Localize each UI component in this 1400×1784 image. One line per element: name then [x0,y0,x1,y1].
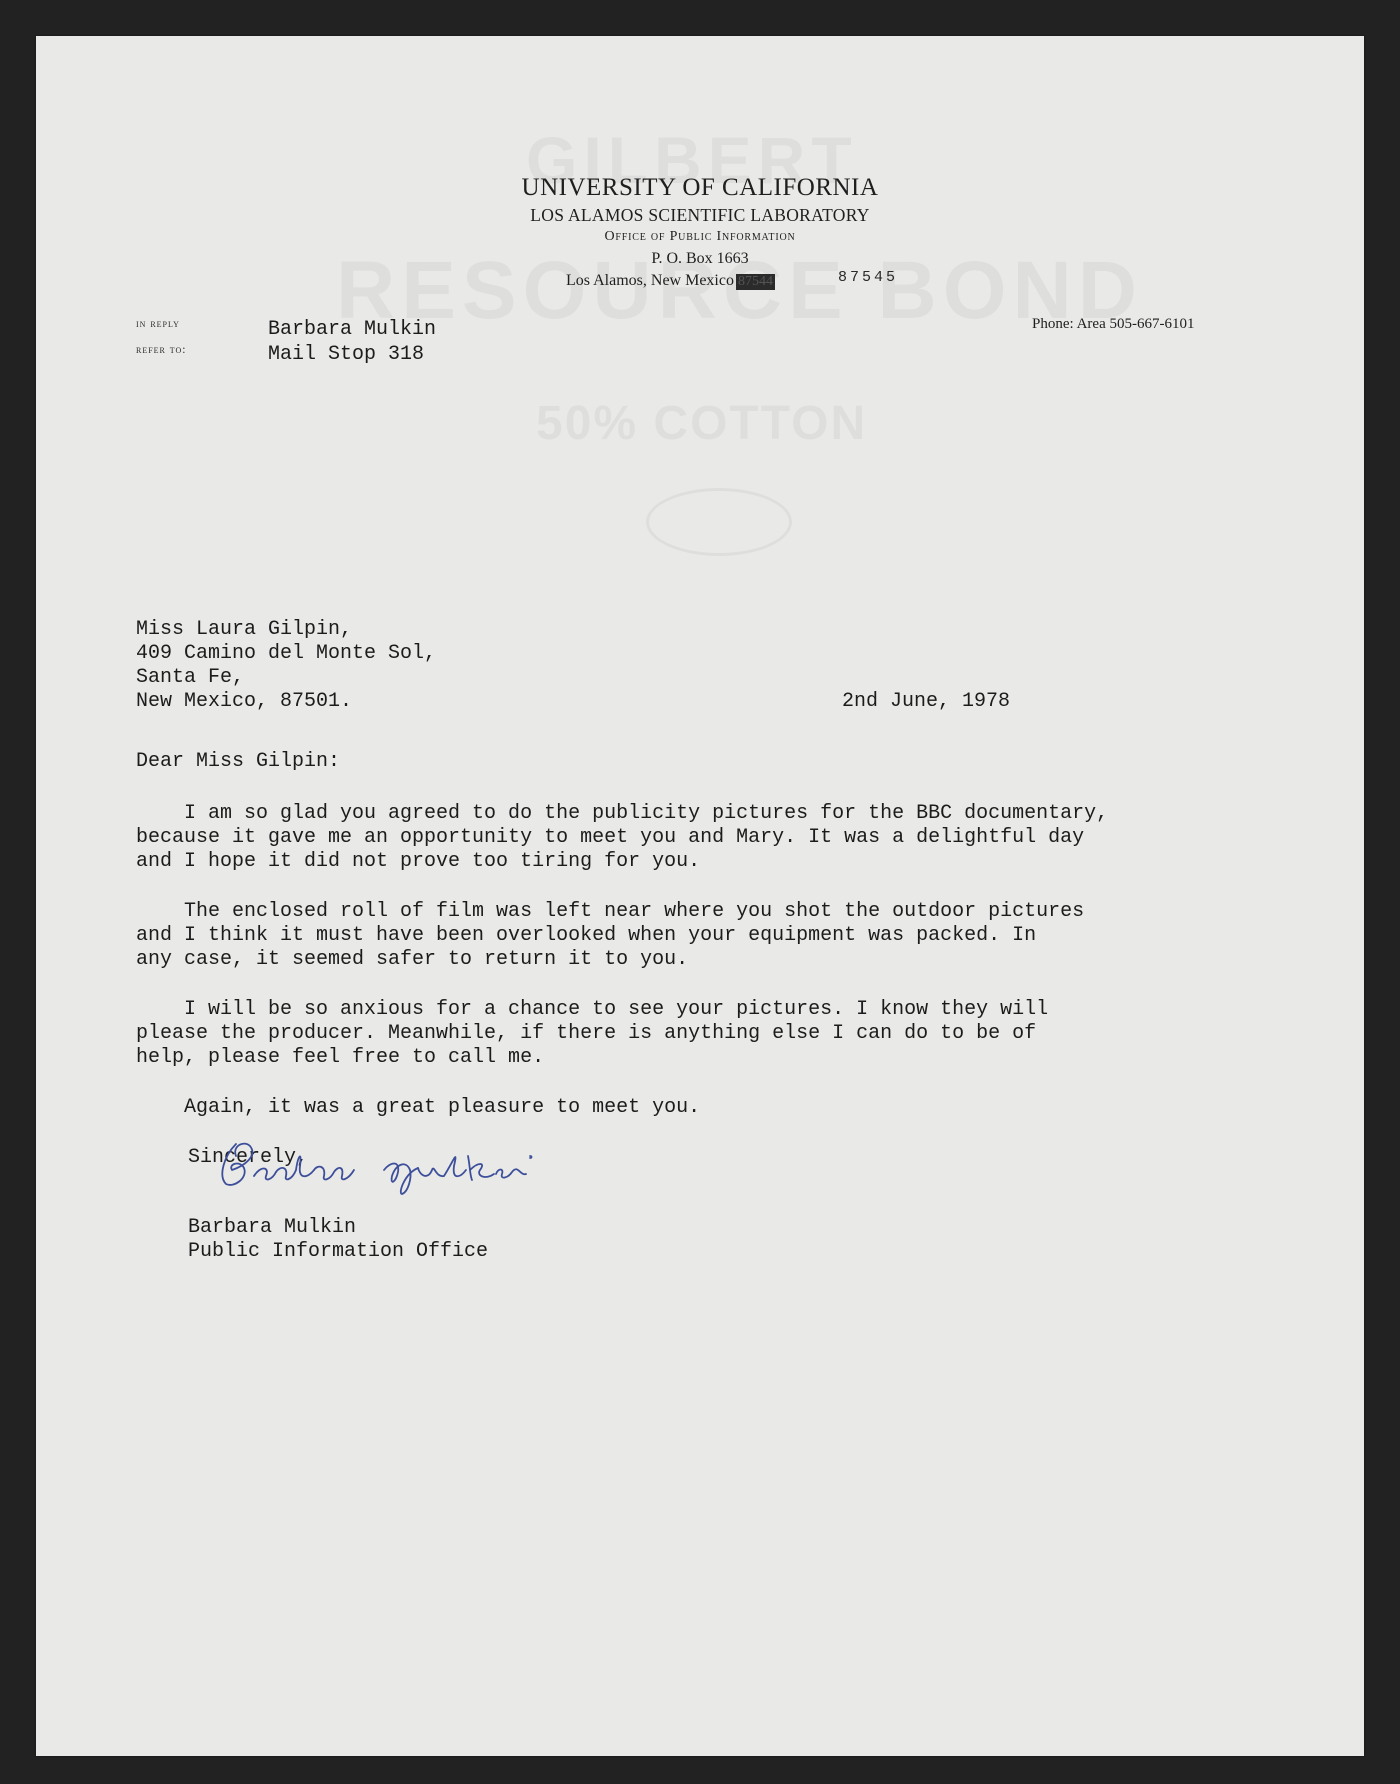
in-reply-label: in reply [136,318,180,330]
recipient-line-3: Santa Fe, [136,666,245,689]
reply-name: Barbara Mulkin [268,318,437,341]
salutation: Dear Miss Gilpin: [136,750,341,773]
corrected-zip-code: 87545 [838,269,899,286]
body-line: I am so glad you agreed to do the publicity pictures for the BBC documentary, [136,802,1109,825]
recipient-line-4: New Mexico, 87501. [136,690,353,713]
watermark-seal [646,488,792,556]
handwritten-signature [214,1126,634,1196]
body-line: Again, it was a great pleasure to meet you. [136,1096,701,1119]
body-line: and I hope it did not prove too tiring for you. [136,850,701,873]
recipient-line-2: 409 Camino del Monte Sol, [136,642,437,665]
letterhead-phone: Phone: Area 505-667-6101 [1032,316,1195,332]
signer-title: Public Information Office [188,1240,489,1263]
body-line: and I think it must have been overlooked when your equipment was packed. In [136,924,1037,947]
body-line: I will be so anxious for a chance to see your pictures. I know they will [136,998,1049,1021]
letter-date: 2nd June, 1978 [842,690,1011,713]
letter-page [36,36,1364,1756]
letterhead-po-box: P. O. Box 1663 [651,250,749,267]
signer-name: Barbara Mulkin [188,1216,357,1239]
reply-mail-stop: Mail Stop 318 [268,343,425,366]
city-text: Los Alamos, New Mexico [566,272,734,289]
letterhead-university: UNIVERSITY OF CALIFORNIA [521,174,879,201]
letterhead-laboratory: LOS ALAMOS SCIENTIFIC LABORATORY [530,205,870,225]
closing: Sincerely, [188,1146,309,1169]
body-line: any case, it seemed safer to return it to you. [136,948,689,971]
body-line: because it gave me an opportunity to meet you and Mary. It was a delightful day [136,826,1085,849]
struck-zip-code: 87544 [737,274,773,289]
letterhead-city [566,272,775,290]
letterhead-office: Office of Public Information [604,229,796,244]
body-line: help, please feel free to call me. [136,1046,545,1069]
watermark-line-3 [536,396,867,451]
recipient-line-1: Miss Laura Gilpin, [136,618,353,641]
refer-to-label: refer to: [136,344,187,356]
body-line: please the producer. Meanwhile, if there is anything else I can do to be of [136,1022,1037,1045]
body-line: The enclosed roll of film was left near where you shot the outdoor pictures [136,900,1085,923]
